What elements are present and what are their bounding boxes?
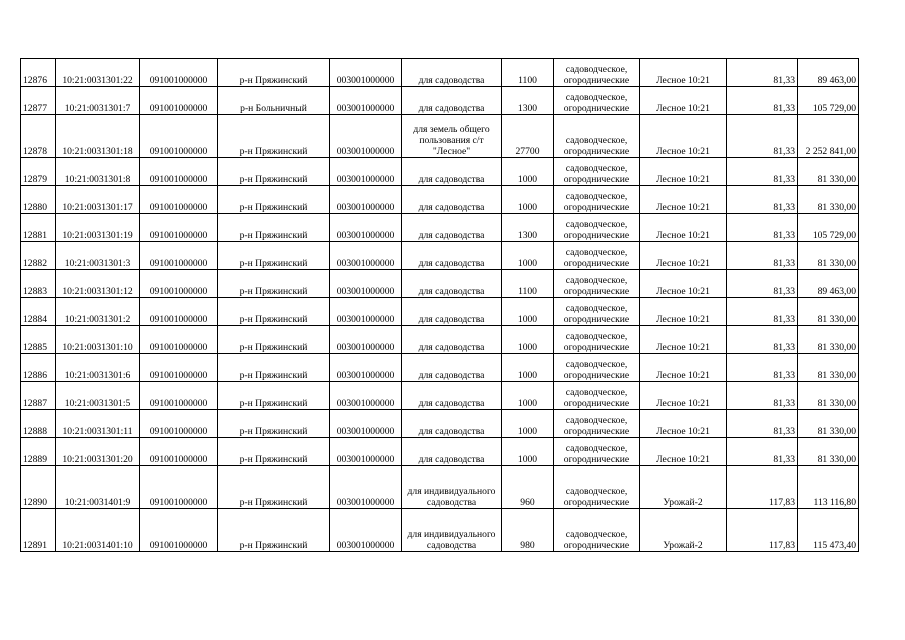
cell-land-category: садоводческое, огороднические: [554, 354, 640, 382]
cell-area: 1000: [502, 298, 554, 326]
cell-area: 1100: [502, 59, 554, 87]
cell-cadastral-value: 81 330,00: [798, 298, 859, 326]
cell-location: Лесное 10:21: [640, 59, 727, 87]
cell-okato-code: 091001000000: [140, 509, 218, 552]
table-row: [21, 326, 859, 354]
cell-permitted-use: для садоводства: [402, 214, 502, 242]
table-row: [21, 410, 859, 438]
cell-specific-value: 81,33: [727, 354, 798, 382]
cell-area: 1300: [502, 87, 554, 115]
cell-district: р-н Пряжинский: [218, 410, 330, 438]
cell-district: р-н Пряжинский: [218, 382, 330, 410]
cell-land-category: садоводческое, огороднические: [554, 438, 640, 466]
cell-permitted-use: для садоводства: [402, 270, 502, 298]
cell-okato-code: 091001000000: [140, 186, 218, 214]
cell-land-category: садоводческое, огороднические: [554, 242, 640, 270]
cell-specific-value: 81,33: [727, 242, 798, 270]
cell-area: 1100: [502, 270, 554, 298]
cell-okato-code: 091001000000: [140, 158, 218, 186]
cell-cadastral-number: 10:21:0031301:2: [56, 298, 140, 326]
cell-specific-value: 81,33: [727, 326, 798, 354]
cell-number: 12888: [21, 410, 56, 438]
cell-okato-code: 091001000000: [140, 438, 218, 466]
cell-oktmo-code: 003001000000: [330, 410, 402, 438]
cell-location: Лесное 10:21: [640, 270, 727, 298]
cell-oktmo-code: 003001000000: [330, 509, 402, 552]
cell-number: 12891: [21, 509, 56, 552]
cell-land-category: садоводческое, огороднические: [554, 186, 640, 214]
cell-specific-value: 81,33: [727, 115, 798, 158]
cell-area: 1000: [502, 438, 554, 466]
cell-district: р-н Пряжинский: [218, 214, 330, 242]
cell-location: Лесное 10:21: [640, 158, 727, 186]
cell-cadastral-value: 81 330,00: [798, 158, 859, 186]
cell-oktmo-code: 003001000000: [330, 242, 402, 270]
cell-location: Лесное 10:21: [640, 354, 727, 382]
cell-number: 12884: [21, 298, 56, 326]
cell-oktmo-code: 003001000000: [330, 354, 402, 382]
cell-permitted-use: для садоводства: [402, 59, 502, 87]
cell-location: Урожай-2: [640, 466, 727, 509]
cell-number: 12877: [21, 87, 56, 115]
cell-district: р-н Пряжинский: [218, 242, 330, 270]
cell-number: 12881: [21, 214, 56, 242]
cell-area: 1000: [502, 186, 554, 214]
cell-specific-value: 81,33: [727, 158, 798, 186]
cell-number: 12879: [21, 158, 56, 186]
cell-cadastral-value: 81 330,00: [798, 186, 859, 214]
cell-district: р-н Пряжинский: [218, 326, 330, 354]
cell-number: 12880: [21, 186, 56, 214]
cell-oktmo-code: 003001000000: [330, 158, 402, 186]
cell-permitted-use: для садоводства: [402, 382, 502, 410]
cell-oktmo-code: 003001000000: [330, 438, 402, 466]
cell-specific-value: 117,83: [727, 466, 798, 509]
cell-area: 1000: [502, 410, 554, 438]
cell-cadastral-number: 10:21:0031301:19: [56, 214, 140, 242]
cell-okato-code: 091001000000: [140, 59, 218, 87]
cell-permitted-use: для садоводства: [402, 186, 502, 214]
cell-location: Лесное 10:21: [640, 298, 727, 326]
cell-land-category: садоводческое, огороднические: [554, 158, 640, 186]
cell-area: 27700: [502, 115, 554, 158]
cell-land-category: садоводческое, огороднические: [554, 59, 640, 87]
cell-cadastral-value: 115 473,40: [798, 509, 859, 552]
cell-area: 960: [502, 466, 554, 509]
cell-cadastral-value: 81 330,00: [798, 438, 859, 466]
cell-oktmo-code: 003001000000: [330, 326, 402, 354]
cell-oktmo-code: 003001000000: [330, 186, 402, 214]
cell-cadastral-number: 10:21:0031401:9: [56, 466, 140, 509]
cell-specific-value: 81,33: [727, 59, 798, 87]
cell-permitted-use: для садоводства: [402, 158, 502, 186]
cell-specific-value: 81,33: [727, 87, 798, 115]
cell-okato-code: 091001000000: [140, 115, 218, 158]
cell-district: р-н Пряжинский: [218, 466, 330, 509]
cell-district: р-н Пряжинский: [218, 115, 330, 158]
cell-land-category: садоводческое, огороднические: [554, 214, 640, 242]
cell-permitted-use: для садоводства: [402, 326, 502, 354]
cell-okato-code: 091001000000: [140, 354, 218, 382]
cell-location: Лесное 10:21: [640, 382, 727, 410]
cell-cadastral-value: 105 729,00: [798, 214, 859, 242]
cell-number: 12886: [21, 354, 56, 382]
cell-cadastral-number: 10:21:0031301:22: [56, 59, 140, 87]
cell-okato-code: 091001000000: [140, 270, 218, 298]
cell-cadastral-number: 10:21:0031301:6: [56, 354, 140, 382]
cell-okato-code: 091001000000: [140, 326, 218, 354]
cell-district: р-н Пряжинский: [218, 438, 330, 466]
cell-location: Лесное 10:21: [640, 87, 727, 115]
cell-land-category: садоводческое, огороднические: [554, 270, 640, 298]
cell-permitted-use: для садоводства: [402, 410, 502, 438]
cell-area: 1000: [502, 382, 554, 410]
cell-district: р-н Пряжинский: [218, 186, 330, 214]
cell-okato-code: 091001000000: [140, 298, 218, 326]
cell-district: р-н Пряжинский: [218, 298, 330, 326]
table-row: [21, 382, 859, 410]
cell-oktmo-code: 003001000000: [330, 59, 402, 87]
cell-oktmo-code: 003001000000: [330, 382, 402, 410]
cell-cadastral-value: 81 330,00: [798, 326, 859, 354]
cell-number: 12885: [21, 326, 56, 354]
table-row: [21, 214, 859, 242]
cell-cadastral-value: 89 463,00: [798, 59, 859, 87]
cell-district: р-н Пряжинский: [218, 270, 330, 298]
cell-district: р-н Пряжинский: [218, 59, 330, 87]
cell-location: Лесное 10:21: [640, 214, 727, 242]
cell-cadastral-number: 10:21:0031301:3: [56, 242, 140, 270]
cell-number: 12887: [21, 382, 56, 410]
table-row: [21, 354, 859, 382]
cell-specific-value: 117,83: [727, 509, 798, 552]
cell-cadastral-number: 10:21:0031401:10: [56, 509, 140, 552]
cell-land-category: садоводческое, огороднические: [554, 298, 640, 326]
cell-district: р-н Пряжинский: [218, 354, 330, 382]
cell-number: 12890: [21, 466, 56, 509]
table-row: [21, 270, 859, 298]
cell-permitted-use: для садоводства: [402, 87, 502, 115]
cell-land-category: садоводческое, огороднические: [554, 509, 640, 552]
cell-area: 1000: [502, 326, 554, 354]
cell-oktmo-code: 003001000000: [330, 214, 402, 242]
cell-okato-code: 091001000000: [140, 242, 218, 270]
cell-district: р-н Пряжинский: [218, 509, 330, 552]
cell-specific-value: 81,33: [727, 270, 798, 298]
cell-permitted-use: для земель общего пользования с/т "Лесное": [402, 115, 502, 158]
table-row: [21, 242, 859, 270]
cell-land-category: садоводческое, огороднические: [554, 326, 640, 354]
table-row: [21, 298, 859, 326]
cell-number: 12883: [21, 270, 56, 298]
cell-specific-value: 81,33: [727, 438, 798, 466]
cell-cadastral-number: 10:21:0031301:10: [56, 326, 140, 354]
cell-land-category: садоводческое, огороднические: [554, 382, 640, 410]
cell-okato-code: 091001000000: [140, 466, 218, 509]
cell-cadastral-number: 10:21:0031301:8: [56, 158, 140, 186]
cell-oktmo-code: 003001000000: [330, 87, 402, 115]
cell-oktmo-code: 003001000000: [330, 115, 402, 158]
cell-area: 1000: [502, 242, 554, 270]
cell-specific-value: 81,33: [727, 382, 798, 410]
cell-permitted-use: для садоводства: [402, 438, 502, 466]
cell-specific-value: 81,33: [727, 410, 798, 438]
table-row: [21, 87, 859, 115]
table-row: [21, 115, 859, 158]
cell-location: Лесное 10:21: [640, 326, 727, 354]
cell-location: Лесное 10:21: [640, 410, 727, 438]
cell-area: 1300: [502, 214, 554, 242]
cell-cadastral-number: 10:21:0031301:12: [56, 270, 140, 298]
table-row: [21, 438, 859, 466]
cell-cadastral-number: 10:21:0031301:20: [56, 438, 140, 466]
table-row: [21, 186, 859, 214]
cell-specific-value: 81,33: [727, 186, 798, 214]
cell-cadastral-value: 81 330,00: [798, 410, 859, 438]
cell-number: 12878: [21, 115, 56, 158]
cell-permitted-use: для садоводства: [402, 242, 502, 270]
cell-permitted-use: для садоводства: [402, 354, 502, 382]
cell-location: Лесное 10:21: [640, 115, 727, 158]
table-row: [21, 466, 859, 509]
table-row: [21, 158, 859, 186]
cell-area: 980: [502, 509, 554, 552]
cell-cadastral-value: 81 330,00: [798, 242, 859, 270]
cell-oktmo-code: 003001000000: [330, 298, 402, 326]
cell-land-category: садоводческое, огороднические: [554, 87, 640, 115]
cell-cadastral-number: 10:21:0031301:11: [56, 410, 140, 438]
cell-okato-code: 091001000000: [140, 382, 218, 410]
cell-permitted-use: для индивидуального садоводства: [402, 509, 502, 552]
land-parcel-table: [20, 58, 859, 552]
cell-location: Урожай-2: [640, 509, 727, 552]
cell-area: 1000: [502, 354, 554, 382]
table-row: [21, 509, 859, 552]
cell-number: 12882: [21, 242, 56, 270]
cell-okato-code: 091001000000: [140, 87, 218, 115]
cell-okato-code: 091001000000: [140, 214, 218, 242]
cell-cadastral-number: 10:21:0031301:7: [56, 87, 140, 115]
cell-cadastral-value: 81 330,00: [798, 382, 859, 410]
cell-specific-value: 81,33: [727, 214, 798, 242]
cell-cadastral-number: 10:21:0031301:17: [56, 186, 140, 214]
cell-oktmo-code: 003001000000: [330, 270, 402, 298]
cell-number: 12889: [21, 438, 56, 466]
cell-cadastral-value: 2 252 841,00: [798, 115, 859, 158]
cell-land-category: садоводческое, огороднические: [554, 466, 640, 509]
cell-cadastral-number: 10:21:0031301:18: [56, 115, 140, 158]
cell-permitted-use: для индивидуального садоводства: [402, 466, 502, 509]
cell-cadastral-value: 105 729,00: [798, 87, 859, 115]
cell-location: Лесное 10:21: [640, 438, 727, 466]
cell-land-category: садоводческое, огороднические: [554, 115, 640, 158]
table-row: [21, 59, 859, 87]
cell-district: р-н Больничный: [218, 87, 330, 115]
table-body: [21, 59, 859, 552]
cell-area: 1000: [502, 158, 554, 186]
cell-land-category: садоводческое, огороднические: [554, 410, 640, 438]
cell-district: р-н Пряжинский: [218, 158, 330, 186]
cell-number: 12876: [21, 59, 56, 87]
cell-oktmo-code: 003001000000: [330, 466, 402, 509]
cell-cadastral-number: 10:21:0031301:5: [56, 382, 140, 410]
cell-permitted-use: для садоводства: [402, 298, 502, 326]
cell-location: Лесное 10:21: [640, 186, 727, 214]
cell-cadastral-value: 113 116,80: [798, 466, 859, 509]
cell-specific-value: 81,33: [727, 298, 798, 326]
cell-cadastral-value: 89 463,00: [798, 270, 859, 298]
cell-location: Лесное 10:21: [640, 242, 727, 270]
cell-okato-code: 091001000000: [140, 410, 218, 438]
cell-cadastral-value: 81 330,00: [798, 354, 859, 382]
